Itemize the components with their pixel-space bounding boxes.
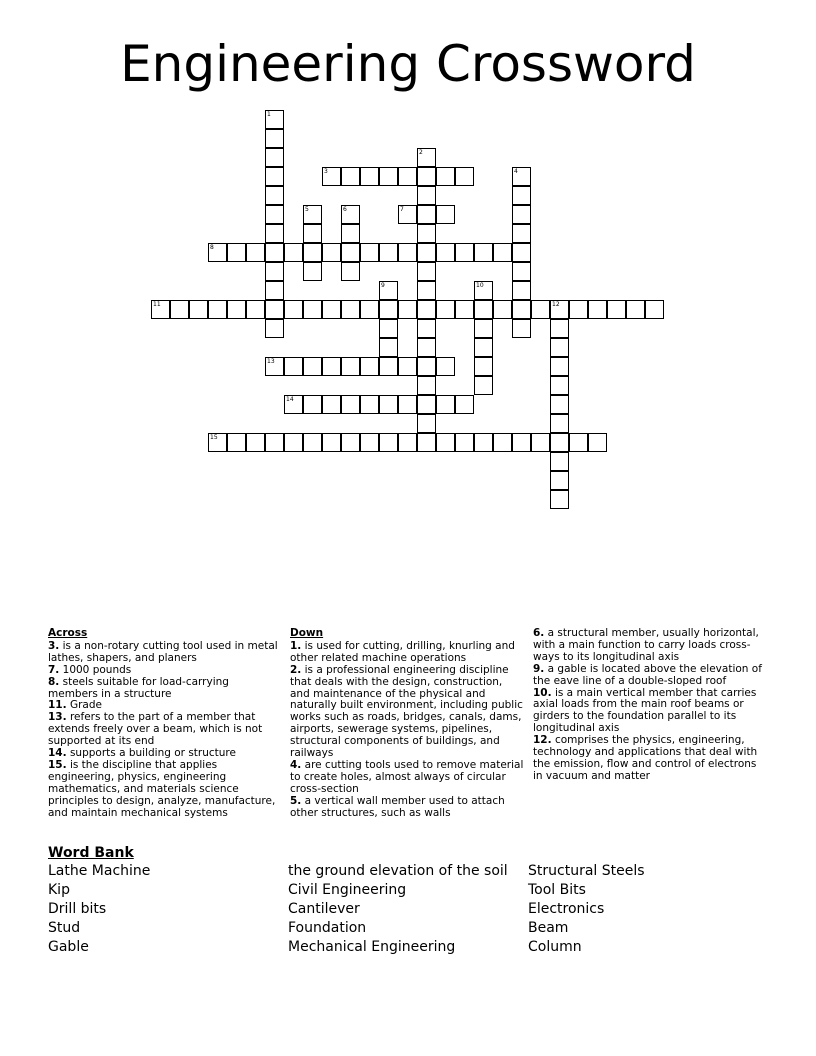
- crossword-cell[interactable]: [436, 433, 455, 452]
- word-bank-item: Stud: [48, 920, 81, 936]
- crossword-cell[interactable]: [455, 395, 474, 414]
- crossword-cell[interactable]: [436, 167, 455, 186]
- clue-number: 10.: [533, 686, 552, 699]
- crossword-cell[interactable]: [360, 357, 379, 376]
- clue-number: 6.: [533, 627, 545, 639]
- crossword-cell[interactable]: [379, 357, 398, 376]
- clue-text: is the discipline that applies engineering, physics, engineering mathematics, and materials science principles to design, analyze, manufacture, and maintain mechanical systems: [48, 758, 276, 819]
- cell-number: 1: [267, 111, 271, 118]
- crossword-cell[interactable]: [360, 395, 379, 414]
- crossword-cell[interactable]: [303, 357, 322, 376]
- crossword-cell[interactable]: [512, 186, 531, 205]
- crossword-cell[interactable]: [265, 281, 284, 300]
- crossword-cell[interactable]: [417, 357, 436, 376]
- down-clue: [533, 628, 767, 664]
- crossword-cell[interactable]: [512, 205, 531, 224]
- cell-number: 12: [552, 301, 560, 308]
- word-bank-item: Beam: [528, 920, 569, 936]
- crossword-cell[interactable]: [550, 452, 569, 471]
- crossword-cell[interactable]: [417, 205, 436, 224]
- crossword-cell[interactable]: [246, 300, 265, 319]
- clue-text: steels suitable for load-carrying members in a structure: [48, 675, 229, 700]
- clue-number: 15.: [48, 758, 67, 771]
- clue-text: a vertical wall member used to attach other structures, such as walls: [290, 794, 505, 819]
- word-bank-item: Structural Steels: [528, 863, 645, 879]
- crossword-cell[interactable]: [417, 338, 436, 357]
- crossword-cell[interactable]: [455, 300, 474, 319]
- crossword-cell[interactable]: [265, 186, 284, 205]
- cell-number: 8: [210, 244, 214, 251]
- word-bank-item: Tool Bits: [528, 882, 586, 898]
- crossword-cell[interactable]: [379, 167, 398, 186]
- clue-text: are cutting tools used to remove material to create holes, almost always of circular cross-section: [290, 758, 524, 795]
- crossword-cell[interactable]: [550, 414, 569, 433]
- word-bank-column-1: [48, 862, 150, 957]
- crossword-cell[interactable]: [417, 395, 436, 414]
- crossword-cell[interactable]: [417, 319, 436, 338]
- down-clue: [290, 796, 524, 820]
- crossword-cell[interactable]: [512, 224, 531, 243]
- across-clue: [48, 641, 282, 665]
- crossword-cell[interactable]: [417, 224, 436, 243]
- crossword-cell[interactable]: [398, 433, 417, 452]
- crossword-cell[interactable]: [398, 243, 417, 262]
- crossword-cell[interactable]: [550, 490, 569, 509]
- crossword-cell[interactable]: [284, 433, 303, 452]
- across-clues: [48, 628, 282, 820]
- across-clue: [48, 677, 282, 701]
- clue-text: refers to the part of a member that extends freely over a beam, which is not supported at its end: [48, 711, 263, 748]
- down-clue: [290, 760, 524, 796]
- across-clue: [48, 712, 282, 748]
- crossword-cell[interactable]: [436, 205, 455, 224]
- word-bank-item: Electronics: [528, 901, 605, 917]
- crossword-cell[interactable]: [474, 243, 493, 262]
- crossword-cell[interactable]: [417, 414, 436, 433]
- crossword-cell[interactable]: [360, 433, 379, 452]
- crossword-cell[interactable]: [265, 205, 284, 224]
- cell-number: 13: [267, 358, 275, 365]
- crossword-cell[interactable]: [607, 300, 626, 319]
- crossword-cell[interactable]: [303, 395, 322, 414]
- clue-text: Grade: [66, 699, 102, 712]
- clue-number: 14.: [48, 747, 67, 760]
- crossword-cell[interactable]: [322, 300, 341, 319]
- crossword-cell[interactable]: [626, 300, 645, 319]
- down-clues: [290, 628, 524, 820]
- crossword-cell[interactable]: [322, 167, 341, 186]
- crossword-cell[interactable]: [512, 300, 531, 319]
- crossword-cell[interactable]: [474, 319, 493, 338]
- crossword-cell[interactable]: [493, 300, 512, 319]
- crossword-cell[interactable]: [379, 300, 398, 319]
- crossword-cell[interactable]: [265, 319, 284, 338]
- crossword-cell[interactable]: [417, 243, 436, 262]
- crossword-cell[interactable]: [531, 433, 550, 452]
- crossword-cell[interactable]: [379, 281, 398, 300]
- clue-text: is a main vertical member that carries axial loads from the main roof beams or girders to the foundation parallel to its longitudinal axis: [533, 686, 757, 735]
- cell-number: 6: [343, 206, 347, 213]
- clue-number: 11.: [48, 699, 67, 712]
- clue-number: 8.: [48, 675, 60, 688]
- across-clue: [48, 760, 282, 820]
- crossword-cell[interactable]: [322, 395, 341, 414]
- down-clue: [533, 688, 767, 736]
- crossword-cell[interactable]: [379, 338, 398, 357]
- crossword-cell[interactable]: [227, 243, 246, 262]
- crossword-cell[interactable]: [398, 395, 417, 414]
- word-bank-item: Kip: [48, 882, 70, 898]
- clue-text: supports a building or structure: [66, 747, 236, 760]
- crossword-cell[interactable]: [550, 395, 569, 414]
- crossword-cell[interactable]: [322, 433, 341, 452]
- down-clue: [533, 664, 767, 688]
- crossword-cell[interactable]: [550, 471, 569, 490]
- crossword-cell[interactable]: [569, 300, 588, 319]
- crossword-cell[interactable]: [645, 300, 664, 319]
- clue-number: 7.: [48, 663, 60, 676]
- crossword-cell[interactable]: [265, 357, 284, 376]
- crossword-cell[interactable]: [284, 357, 303, 376]
- crossword-cell[interactable]: [341, 395, 360, 414]
- clue-number: 4.: [290, 758, 302, 771]
- word-bank-item: Foundation: [288, 920, 367, 936]
- word-bank-column-3: [528, 862, 645, 957]
- cell-number: 5: [305, 206, 309, 213]
- word-bank-item: Gable: [48, 939, 89, 955]
- crossword-cell[interactable]: [379, 433, 398, 452]
- crossword-cell[interactable]: [303, 433, 322, 452]
- word-bank-item: Cantilever: [288, 901, 360, 917]
- crossword-cell[interactable]: [493, 243, 512, 262]
- puzzle-title: Engineering Crossword: [120, 35, 696, 93]
- cell-number: 4: [514, 168, 518, 175]
- crossword-cell[interactable]: [360, 300, 379, 319]
- crossword-cell[interactable]: [588, 433, 607, 452]
- crossword-cell[interactable]: [474, 433, 493, 452]
- crossword-cell[interactable]: [284, 300, 303, 319]
- crossword-cell[interactable]: [474, 281, 493, 300]
- word-bank-heading: Word Bank: [48, 845, 134, 861]
- crossword-cell[interactable]: [398, 357, 417, 376]
- word-bank-column-2: [288, 862, 508, 957]
- crossword-cell[interactable]: [208, 300, 227, 319]
- crossword-cell[interactable]: [417, 376, 436, 395]
- crossword-cell[interactable]: [322, 243, 341, 262]
- crossword-cell[interactable]: [455, 433, 474, 452]
- cell-number: 14: [286, 396, 294, 403]
- crossword-cell[interactable]: [303, 224, 322, 243]
- crossword-cell[interactable]: [512, 281, 531, 300]
- cell-number: 11: [153, 301, 161, 308]
- crossword-cell[interactable]: [303, 300, 322, 319]
- crossword-cell[interactable]: [227, 300, 246, 319]
- word-bank-item: the ground elevation of the soil: [288, 863, 508, 879]
- crossword-cell[interactable]: [151, 300, 170, 319]
- crossword-cell[interactable]: [265, 243, 284, 262]
- crossword-cell[interactable]: [341, 205, 360, 224]
- clue-text: is used for cutting, drilling, knurling and other related machine operations: [290, 639, 515, 664]
- crossword-cell[interactable]: [474, 300, 493, 319]
- clue-number: 12.: [533, 734, 552, 747]
- cell-number: 7: [400, 206, 404, 213]
- crossword-cell[interactable]: [265, 433, 284, 452]
- crossword-cell[interactable]: [569, 433, 588, 452]
- crossword-cell[interactable]: [417, 167, 436, 186]
- crossword-cell[interactable]: [341, 357, 360, 376]
- crossword-cell[interactable]: [265, 300, 284, 319]
- down-heading: Down: [290, 627, 324, 639]
- crossword-cell[interactable]: [436, 395, 455, 414]
- crossword-cell[interactable]: [170, 300, 189, 319]
- crossword-cell[interactable]: [208, 243, 227, 262]
- clue-text: is a professional engineering discipline that deals with the design, construction, and maintenance of the physical and naturally built environment, including public works such as roads, bridges, canals, dams, airports, sewerage systems, pipelines, structural components of buildings, and railways: [290, 663, 523, 760]
- across-heading: Across: [48, 627, 88, 639]
- crossword-cell[interactable]: [341, 224, 360, 243]
- crossword-cell[interactable]: [379, 395, 398, 414]
- crossword-cell[interactable]: [474, 338, 493, 357]
- crossword-cell[interactable]: [284, 243, 303, 262]
- crossword-cell[interactable]: [227, 433, 246, 452]
- clue-text: a structural member, usually horizontal, with a main function to carry loads cross-ways to its longitudinal axis: [533, 627, 759, 663]
- crossword-cell[interactable]: [398, 205, 417, 224]
- crossword-cell[interactable]: [303, 262, 322, 281]
- crossword-cell[interactable]: [550, 338, 569, 357]
- crossword-cell[interactable]: [341, 433, 360, 452]
- crossword-cell[interactable]: [417, 281, 436, 300]
- cell-number: 10: [476, 282, 484, 289]
- clue-number: 5.: [290, 794, 302, 807]
- crossword-cell[interactable]: [550, 357, 569, 376]
- down-clue: [533, 735, 767, 783]
- crossword-cell[interactable]: [550, 319, 569, 338]
- crossword-cell[interactable]: [303, 243, 322, 262]
- cell-number: 15: [210, 434, 218, 441]
- crossword-cell[interactable]: [189, 300, 208, 319]
- crossword-cell[interactable]: [512, 433, 531, 452]
- clue-text: 1000 pounds: [59, 663, 132, 676]
- crossword-cell[interactable]: [360, 167, 379, 186]
- crossword-cell[interactable]: [265, 129, 284, 148]
- crossword-cell[interactable]: [531, 300, 550, 319]
- crossword-cell[interactable]: [265, 262, 284, 281]
- crossword-cell[interactable]: [588, 300, 607, 319]
- word-bank-item: Mechanical Engineering: [288, 939, 456, 955]
- crossword-cell[interactable]: [417, 186, 436, 205]
- word-bank-item: Civil Engineering: [288, 882, 407, 898]
- crossword-cell[interactable]: [265, 148, 284, 167]
- crossword-cell[interactable]: [512, 167, 531, 186]
- clue-number: 3.: [48, 639, 60, 652]
- crossword-cell[interactable]: [246, 433, 265, 452]
- crossword-cell[interactable]: [474, 376, 493, 395]
- crossword-cell[interactable]: [550, 376, 569, 395]
- crossword-cell[interactable]: [455, 167, 474, 186]
- crossword-cell[interactable]: [341, 243, 360, 262]
- crossword-cell[interactable]: [474, 357, 493, 376]
- clue-number: 9.: [533, 662, 545, 675]
- crossword-cell[interactable]: [360, 243, 379, 262]
- clue-number: 1.: [290, 639, 302, 652]
- word-bank-item: Lathe Machine: [48, 863, 151, 879]
- crossword-cell[interactable]: [322, 357, 341, 376]
- crossword-cell[interactable]: [398, 300, 417, 319]
- crossword-cell[interactable]: [265, 110, 284, 129]
- word-bank-item: Drill bits: [48, 901, 107, 917]
- clue-text: is a non-rotary cutting tool used in metal lathes, shapers, and planers: [48, 639, 278, 664]
- crossword-cell[interactable]: [417, 262, 436, 281]
- crossword-cell[interactable]: [417, 433, 436, 452]
- crossword-cell[interactable]: [246, 243, 265, 262]
- crossword-cell[interactable]: [417, 148, 436, 167]
- crossword-cell[interactable]: [417, 300, 436, 319]
- cell-number: 3: [324, 168, 328, 175]
- crossword-cell[interactable]: [265, 167, 284, 186]
- crossword-cell[interactable]: [512, 243, 531, 262]
- crossword-cell[interactable]: [398, 167, 417, 186]
- clue-number: 2.: [290, 663, 302, 676]
- down-clue: [290, 665, 524, 760]
- crossword-cell[interactable]: [436, 357, 455, 376]
- crossword-cell[interactable]: [341, 167, 360, 186]
- crossword-cell[interactable]: [493, 433, 512, 452]
- crossword-cell[interactable]: [512, 319, 531, 338]
- crossword-cell[interactable]: [284, 395, 303, 414]
- crossword-cell[interactable]: [379, 243, 398, 262]
- crossword-cell[interactable]: [550, 433, 569, 452]
- crossword-cell[interactable]: [341, 262, 360, 281]
- crossword-cell[interactable]: [436, 243, 455, 262]
- crossword-cell[interactable]: [303, 205, 322, 224]
- clue-text: comprises the physics, engineering, technology and applications that deal with the emission, flow and control of electrons in vacuum and matter: [533, 734, 758, 782]
- cell-number: 9: [381, 282, 385, 289]
- cell-number: 2: [419, 149, 423, 156]
- crossword-cell[interactable]: [436, 300, 455, 319]
- crossword-cell[interactable]: [208, 433, 227, 452]
- crossword-cell[interactable]: [341, 300, 360, 319]
- crossword-cell[interactable]: [550, 300, 569, 319]
- down-clue: [290, 641, 524, 665]
- crossword-cell[interactable]: [265, 224, 284, 243]
- clue-text: a gable is located above the elevation of the eave line of a double-sloped roof: [533, 662, 762, 687]
- crossword-cell[interactable]: [455, 243, 474, 262]
- down-clues-continued: [533, 628, 767, 783]
- crossword-cell[interactable]: [512, 262, 531, 281]
- clue-number: 13.: [48, 711, 67, 724]
- word-bank-item: Column: [528, 939, 582, 955]
- crossword-cell[interactable]: [379, 319, 398, 338]
